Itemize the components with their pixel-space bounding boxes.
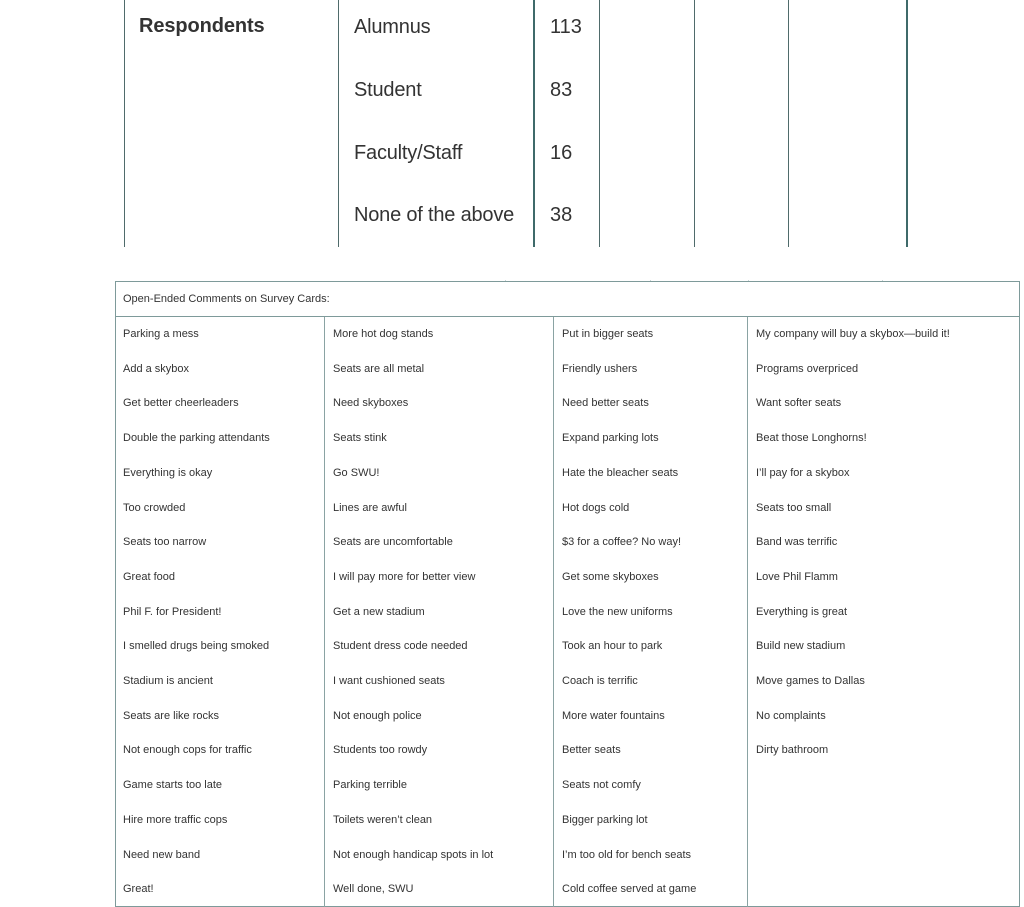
comment-cell: Cold coffee served at game bbox=[562, 883, 697, 896]
comment-cell: Students too rowdy bbox=[333, 744, 428, 757]
comment-cell: Go SWU! bbox=[333, 466, 380, 479]
comment-cell: Friendly ushers bbox=[562, 362, 638, 375]
respondent-category: None of the above bbox=[354, 204, 515, 226]
comment-cell: Took an hour to park bbox=[562, 640, 663, 653]
comment-cell: Great food bbox=[123, 570, 175, 583]
respondent-category: Alumnus bbox=[354, 16, 431, 38]
respondent-category: Faculty/Staff bbox=[354, 142, 463, 164]
comment-cell: $3 for a coffee? No way! bbox=[562, 536, 682, 549]
respondent-count: 16 bbox=[550, 142, 573, 164]
respondent-count: 38 bbox=[550, 204, 573, 226]
respondent-count: 113 bbox=[550, 16, 582, 38]
table-rule bbox=[338, 0, 339, 247]
comment-cell: Game starts too late bbox=[123, 779, 223, 792]
comment-cell: Love Phil Flamm bbox=[756, 570, 838, 583]
comment-cell: Lines are awful bbox=[333, 501, 407, 514]
comment-cell: Want softer seats bbox=[756, 397, 842, 410]
table-rule bbox=[906, 0, 908, 247]
comments-title: Open-Ended Comments on Survey Cards: bbox=[123, 293, 330, 305]
comment-cell: Great! bbox=[123, 883, 154, 896]
comment-cell: Bigger parking lot bbox=[562, 813, 648, 826]
comment-cell: Hate the bleacher seats bbox=[562, 466, 679, 479]
column-divider bbox=[747, 317, 748, 907]
comment-cell: Need skyboxes bbox=[333, 397, 409, 410]
comment-cell: Seats are like rocks bbox=[123, 709, 219, 722]
comment-cell: Student dress code needed bbox=[333, 640, 468, 653]
comment-cell: Get a new stadium bbox=[333, 605, 425, 618]
comment-cell: Dirty bathroom bbox=[756, 744, 829, 757]
comment-cell: Hot dogs cold bbox=[562, 501, 630, 514]
comment-cell: Double the parking attendants bbox=[123, 432, 270, 445]
comment-cell: No complaints bbox=[756, 709, 826, 722]
comment-cell: Coach is terrific bbox=[562, 675, 638, 687]
comment-cell: Add a skybox bbox=[123, 362, 190, 375]
comment-cell: I’ll pay for a skybox bbox=[756, 466, 850, 479]
comments-table bbox=[115, 281, 1020, 907]
comment-cell: Phil F. for President! bbox=[123, 605, 222, 618]
comment-cell: Get some skyboxes bbox=[562, 570, 659, 583]
comment-cell: Everything is great bbox=[756, 605, 848, 618]
column-divider bbox=[324, 317, 325, 907]
table-rule bbox=[124, 0, 125, 247]
comment-cell: Build new stadium bbox=[756, 640, 846, 653]
table-rule bbox=[788, 0, 789, 247]
comment-cell: Not enough cops for traffic bbox=[123, 744, 252, 757]
comment-cell: Seats too small bbox=[756, 501, 832, 514]
respondents-heading: Respondents bbox=[139, 15, 265, 37]
comment-cell: Too crowded bbox=[123, 501, 186, 514]
comment-cell: Well done, SWU bbox=[333, 883, 414, 896]
comment-cell: Seats too narrow bbox=[123, 536, 207, 549]
table-rule bbox=[533, 0, 535, 247]
comment-cell: Band was terrific bbox=[756, 536, 838, 549]
table-rule bbox=[599, 0, 600, 247]
comment-cell: Put in bigger seats bbox=[562, 328, 654, 340]
comment-cell: Seats not comfy bbox=[562, 779, 641, 792]
comment-cell: Toilets weren’t clean bbox=[333, 813, 433, 826]
comment-cell: Parking a mess bbox=[123, 328, 199, 340]
comment-cell: My company will buy a skybox—build it! bbox=[756, 328, 950, 340]
respondent-count: 83 bbox=[550, 79, 573, 101]
comment-cell: Not enough police bbox=[333, 709, 422, 722]
comment-cell: Better seats bbox=[562, 744, 621, 757]
comment-cell: Programs overpriced bbox=[756, 362, 859, 375]
comment-cell: More hot dog stands bbox=[333, 328, 434, 340]
comment-cell: I will pay more for better view bbox=[333, 570, 476, 583]
comment-cell: Stadium is ancient bbox=[123, 675, 213, 687]
comment-cell: Hire more traffic cops bbox=[123, 813, 228, 826]
respondent-category: Student bbox=[354, 79, 422, 101]
comment-cell: Not enough handicap spots in lot bbox=[333, 848, 494, 861]
comment-cell: I smelled drugs being smoked bbox=[123, 640, 270, 653]
comment-cell: Move games to Dallas bbox=[756, 675, 865, 687]
column-divider bbox=[553, 317, 554, 907]
comment-cell: Love the new uniforms bbox=[562, 605, 673, 618]
comment-cell: Get better cheerleaders bbox=[123, 397, 239, 410]
comment-cell: I want cushioned seats bbox=[333, 675, 445, 687]
comment-cell: Need new band bbox=[123, 848, 201, 861]
comment-cell: Everything is okay bbox=[123, 466, 213, 479]
comment-cell: Expand parking lots bbox=[562, 432, 659, 445]
comments-header bbox=[116, 282, 1019, 317]
respondents-table bbox=[0, 0, 1024, 248]
comment-cell: Need better seats bbox=[562, 397, 649, 410]
comment-cell: Parking terrible bbox=[333, 779, 407, 792]
comment-cell: More water fountains bbox=[562, 709, 665, 722]
comment-cell: Beat those Longhorns! bbox=[756, 432, 867, 445]
comment-cell: Seats stink bbox=[333, 432, 387, 445]
table-rule bbox=[694, 0, 695, 247]
comment-cell: Seats are uncomfortable bbox=[333, 536, 453, 549]
comment-cell: I’m too old for bench seats bbox=[562, 848, 692, 861]
comment-cell: Seats are all metal bbox=[333, 362, 425, 375]
